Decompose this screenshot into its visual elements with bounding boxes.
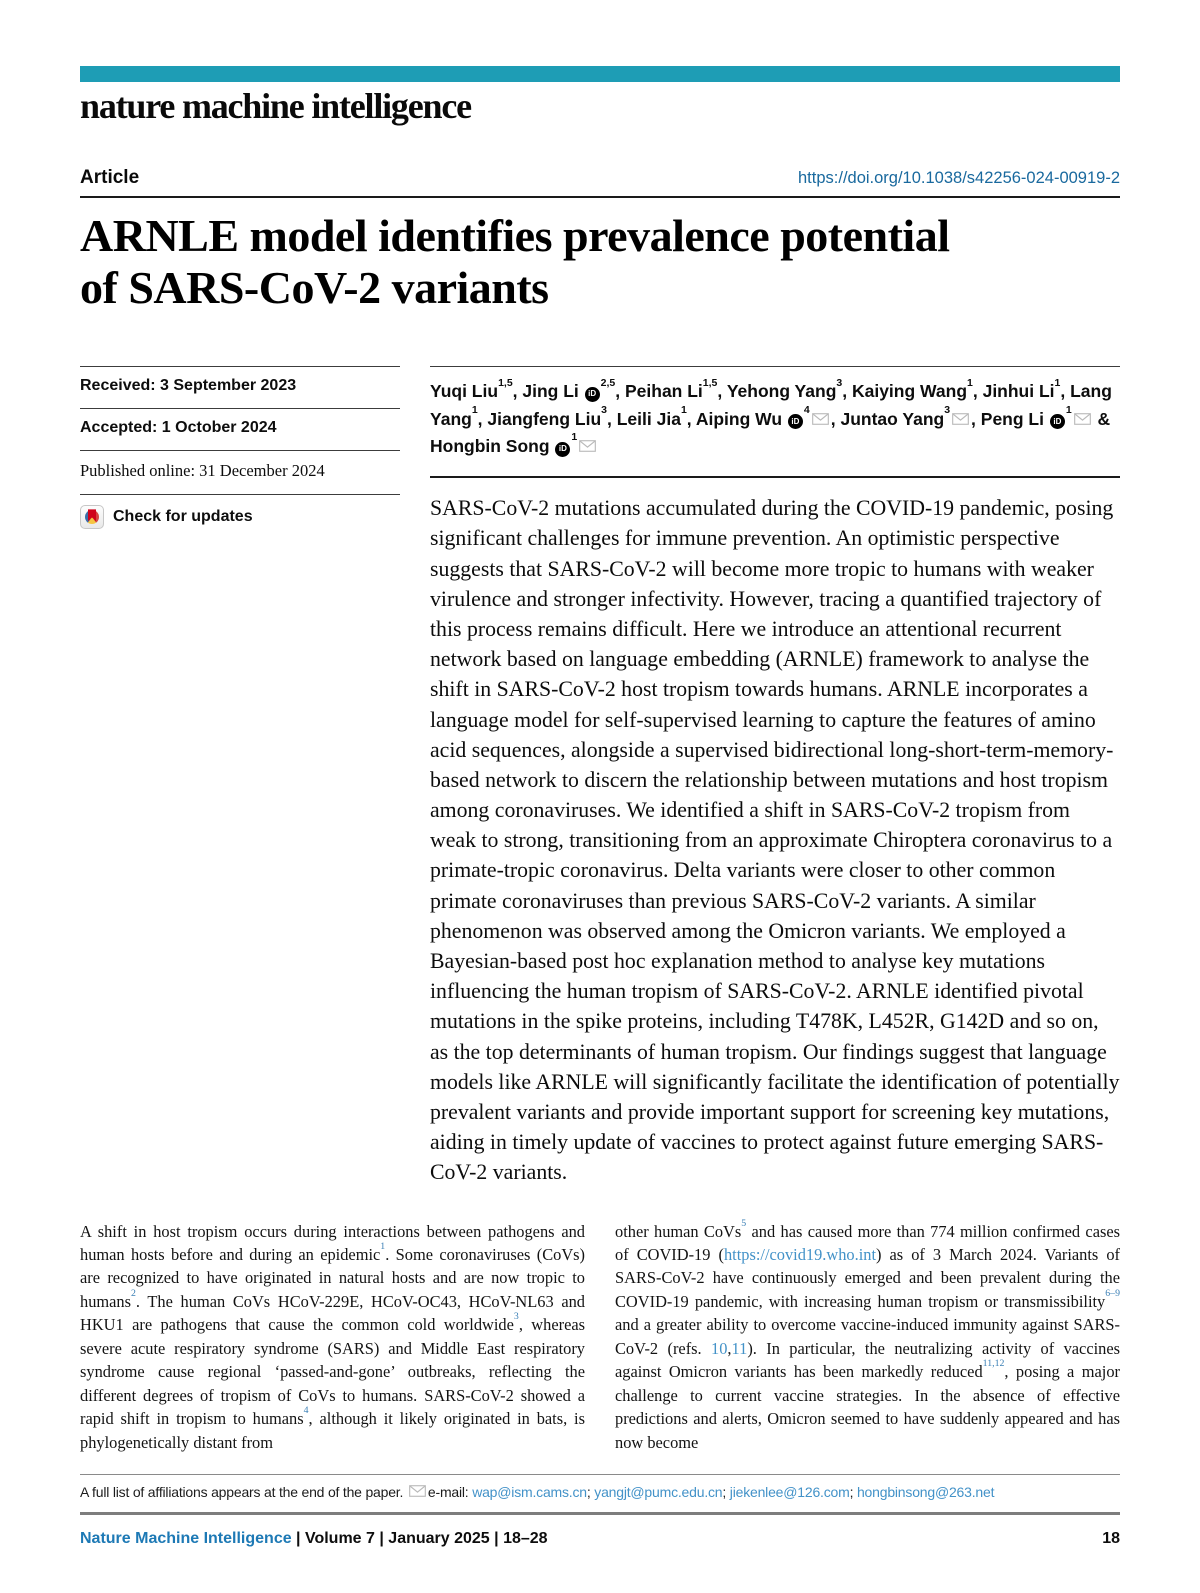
journal-footer-row [80, 1530, 1120, 1548]
reference-superscript[interactable]: 1 [680, 404, 687, 417]
text-run: , posing a major challenge to current vaccine strategies. In the absence of effective predictions and alerts, Omicron seemed to have suddenly appeared and has now become [615, 1362, 1120, 1452]
email-icon[interactable] [409, 1484, 426, 1500]
masthead-bar [80, 66, 1120, 82]
footer-thick-rule [80, 1512, 1120, 1515]
text-run: . Some coronaviruses (CoVs) are recognized to have originated in natural hosts and are now tropic to humans [80, 1244, 585, 1311]
hyperlink[interactable]: https://covid19.who.int [723, 1244, 877, 1264]
text-run: ; [722, 1484, 730, 1500]
reference-superscript[interactable]: 1 [571, 431, 578, 444]
reference-superscript[interactable]: 1 [1065, 404, 1072, 417]
orcid-icon[interactable]: iD [555, 442, 570, 457]
orcid-icon[interactable]: iD [788, 414, 803, 429]
text-run: , Jiangfeng Liu [477, 408, 602, 429]
hyperlink[interactable]: yangjt@pumc.edu.cn [594, 1484, 723, 1500]
text-run: , Jing Li [512, 381, 584, 402]
text-run: e-mail: [427, 1484, 473, 1500]
text-run: , although it likely originated in bats, is phylogenetically distant from [80, 1409, 585, 1452]
text-run: ; [586, 1484, 595, 1500]
hyperlink[interactable]: wap@ism.cams.cn [472, 1484, 587, 1500]
article-type-label: Article [80, 167, 140, 189]
journal-name-link[interactable]: Nature Machine Intelligence [80, 1530, 292, 1547]
page-number: 18 [1102, 1530, 1120, 1547]
author-list [430, 366, 1120, 460]
reference-superscript[interactable]: 5 [741, 1217, 747, 1229]
orcid-icon[interactable]: iD [1050, 414, 1065, 429]
text-run: , Yehong Yang [717, 381, 837, 402]
hyperlink[interactable]: hongbinsong@263.net [856, 1484, 995, 1500]
header-rule [80, 196, 1120, 198]
text-run: , Peihan Li [615, 381, 703, 402]
reference-superscript[interactable]: 1 [380, 1241, 386, 1253]
reference-superscript[interactable]: 1,5 [498, 376, 513, 389]
body-columns [80, 1217, 1120, 1455]
reference-superscript[interactable]: 11,12 [982, 1358, 1005, 1370]
hyperlink[interactable]: jiekenlee@126.com [729, 1484, 850, 1500]
reference-superscript[interactable]: 2 [131, 1288, 136, 1299]
text-run: & Hongbin Song [430, 408, 1111, 456]
paper-title-line2: of SARS-CoV-2 variants [80, 262, 549, 314]
paper-title [80, 210, 1120, 314]
text-run: ) as of 3 March 2024. Variants of SARS-CoV-2 have continuously emerged and been prevalent during the COVID-19 pandemic, with increasing human tropism or transmissibility [615, 1244, 1120, 1311]
reference-superscript[interactable]: 6–9 [1105, 1288, 1120, 1299]
reference-superscript[interactable]: 1 [1054, 376, 1061, 389]
text-run: , Jinhui Li [972, 381, 1055, 402]
text-run: and a greater ability to overcome vaccine-induced immunity against SARS-CoV-2 (refs. [615, 1315, 1120, 1358]
hyperlink[interactable]: 11 [731, 1338, 748, 1358]
reference-superscript[interactable]: 2,5 [600, 376, 616, 389]
text-run: , Leili Jia [607, 408, 681, 429]
text-run: , Kaiying Wang [842, 381, 968, 402]
body-left-column [80, 1220, 585, 1455]
text-run: ). In particular, the neutralizing activity of vaccines against Omicron variants has been markedly reduced [615, 1338, 1120, 1382]
reference-superscript[interactable]: 4 [303, 1405, 309, 1417]
check-for-updates-button[interactable] [80, 494, 400, 542]
article-header-row [80, 167, 1120, 189]
journal-volume-info: | Volume 7 | January 2025 | 18–28 [291, 1530, 548, 1547]
crossmark-icon [80, 505, 104, 529]
email-icon[interactable] [1074, 406, 1091, 433]
text-run: other human CoVs [615, 1221, 742, 1241]
text-run: Yuqi Liu [430, 381, 499, 402]
right-column [430, 366, 1120, 1187]
reference-superscript[interactable]: 4 [803, 404, 810, 417]
email-icon[interactable] [812, 406, 829, 433]
text-run: , Aiping Wu [686, 408, 787, 429]
reference-superscript[interactable]: 3 [513, 1311, 519, 1323]
content-grid [80, 366, 1120, 1187]
journal-logo: nature machine intelligence [80, 86, 471, 126]
body-right-column [615, 1217, 1120, 1455]
text-run: and has caused more than 774 million confirmed cases of COVID-19 ( [615, 1221, 1120, 1264]
text-run: , Lang Yang [430, 381, 1112, 429]
doi-link[interactable]: https://doi.org/10.1038/s42256-024-00919-2 [798, 169, 1120, 188]
text-run: , [727, 1338, 732, 1358]
hyperlink[interactable]: 10 [711, 1338, 728, 1358]
text-run: . The human CoVs HCoV-229E, HCoV-OC43, HCoV-NL63 and HKU1 are pathogens that cause the common cold worldwide [80, 1291, 585, 1335]
accepted-date: Accepted: 1 October 2024 [80, 408, 400, 450]
reference-superscript[interactable]: 3 [836, 376, 843, 389]
email-icon[interactable] [579, 433, 596, 460]
text-run: , Peng Li [971, 408, 1049, 429]
page-footer [80, 1474, 1120, 1548]
paper-title-line1: ARNLE model identifies prevalence potential [80, 210, 950, 262]
abstract-text: SARS-CoV-2 mutations accumulated during the COVID-19 pandemic, posing significant challenges for immune prevention. An optimistic perspective suggests that SARS-CoV-2 will become more tropic to humans with weaker virulence and stronger infectivity. However, tracing a quantified trajectory of this process remains difficult. Here we introduce an attentional recurrent network based on language embedding (ARNLE) framework to analyse the shift in SARS-CoV-2 host tropism towards humans. ARNLE incorporates a language model for self-supervised learning to capture the features of amino acid sequences, alongside a supervised bidirectional long-short-term-memory-based network to discern the relationship between mutations and host tropism among coronaviruses. We identified a shift in SARS-CoV-2 tropism from weak to strong, transitioning from an approximate Chiroptera coronavirus to a primate-tropic coronavirus. Delta variants were closer to other common primate coronaviruses than previous SARS-CoV-2 variants. A similar phenomenon was observed among the Omicron variants. We employed a Bayesian-based post hoc explanation method to analyse key mutations influencing the human tropism of SARS-CoV-2. ARNLE identified pivotal mutations in the spike proteins, including T478K, L452R, G142D and so on, as the top determinants of human tropism. Our findings suggest that language models like ARNLE will significantly facilitate the identification of potentially prevalent variants and provide important support for screening key mutations, aiding in timely update of vaccines to protect against future emerging SARS-CoV-2 variants. [430, 476, 1120, 1187]
check-for-updates-label: Check for updates [113, 508, 253, 526]
text-run: A full list of affiliations appears at the end of the paper. [80, 1484, 407, 1500]
affiliation-note [80, 1475, 1120, 1510]
reference-superscript[interactable]: 1 [967, 376, 973, 389]
text-run: ; [849, 1484, 857, 1500]
reference-superscript[interactable]: 1,5 [702, 376, 718, 389]
orcid-icon[interactable]: iD [585, 387, 600, 402]
published-date: Published online: 31 December 2024 [80, 450, 400, 494]
reference-superscript[interactable]: 3 [944, 404, 951, 417]
meta-column [80, 366, 400, 1187]
text-run: , whereas severe acute respiratory syndrome (SARS) and Middle East respiratory syndrome cause regional ‘passed-and-gone’ outbreaks, reflecting the different degrees of tropism of CoVs to humans. SARS-CoV-2 showed a rapid shift in tropism to humans [80, 1315, 586, 1429]
received-date: Received: 3 September 2023 [80, 366, 400, 408]
reference-superscript[interactable]: 1 [471, 404, 478, 417]
text-run: A shift in host tropism occurs during interactions between pathogens and human hosts before and during an epidemic [80, 1221, 585, 1264]
journal-citation [80, 1530, 548, 1548]
text-run: , Juntao Yang [830, 408, 945, 429]
email-icon[interactable] [952, 406, 969, 433]
reference-superscript[interactable]: 3 [601, 404, 607, 417]
